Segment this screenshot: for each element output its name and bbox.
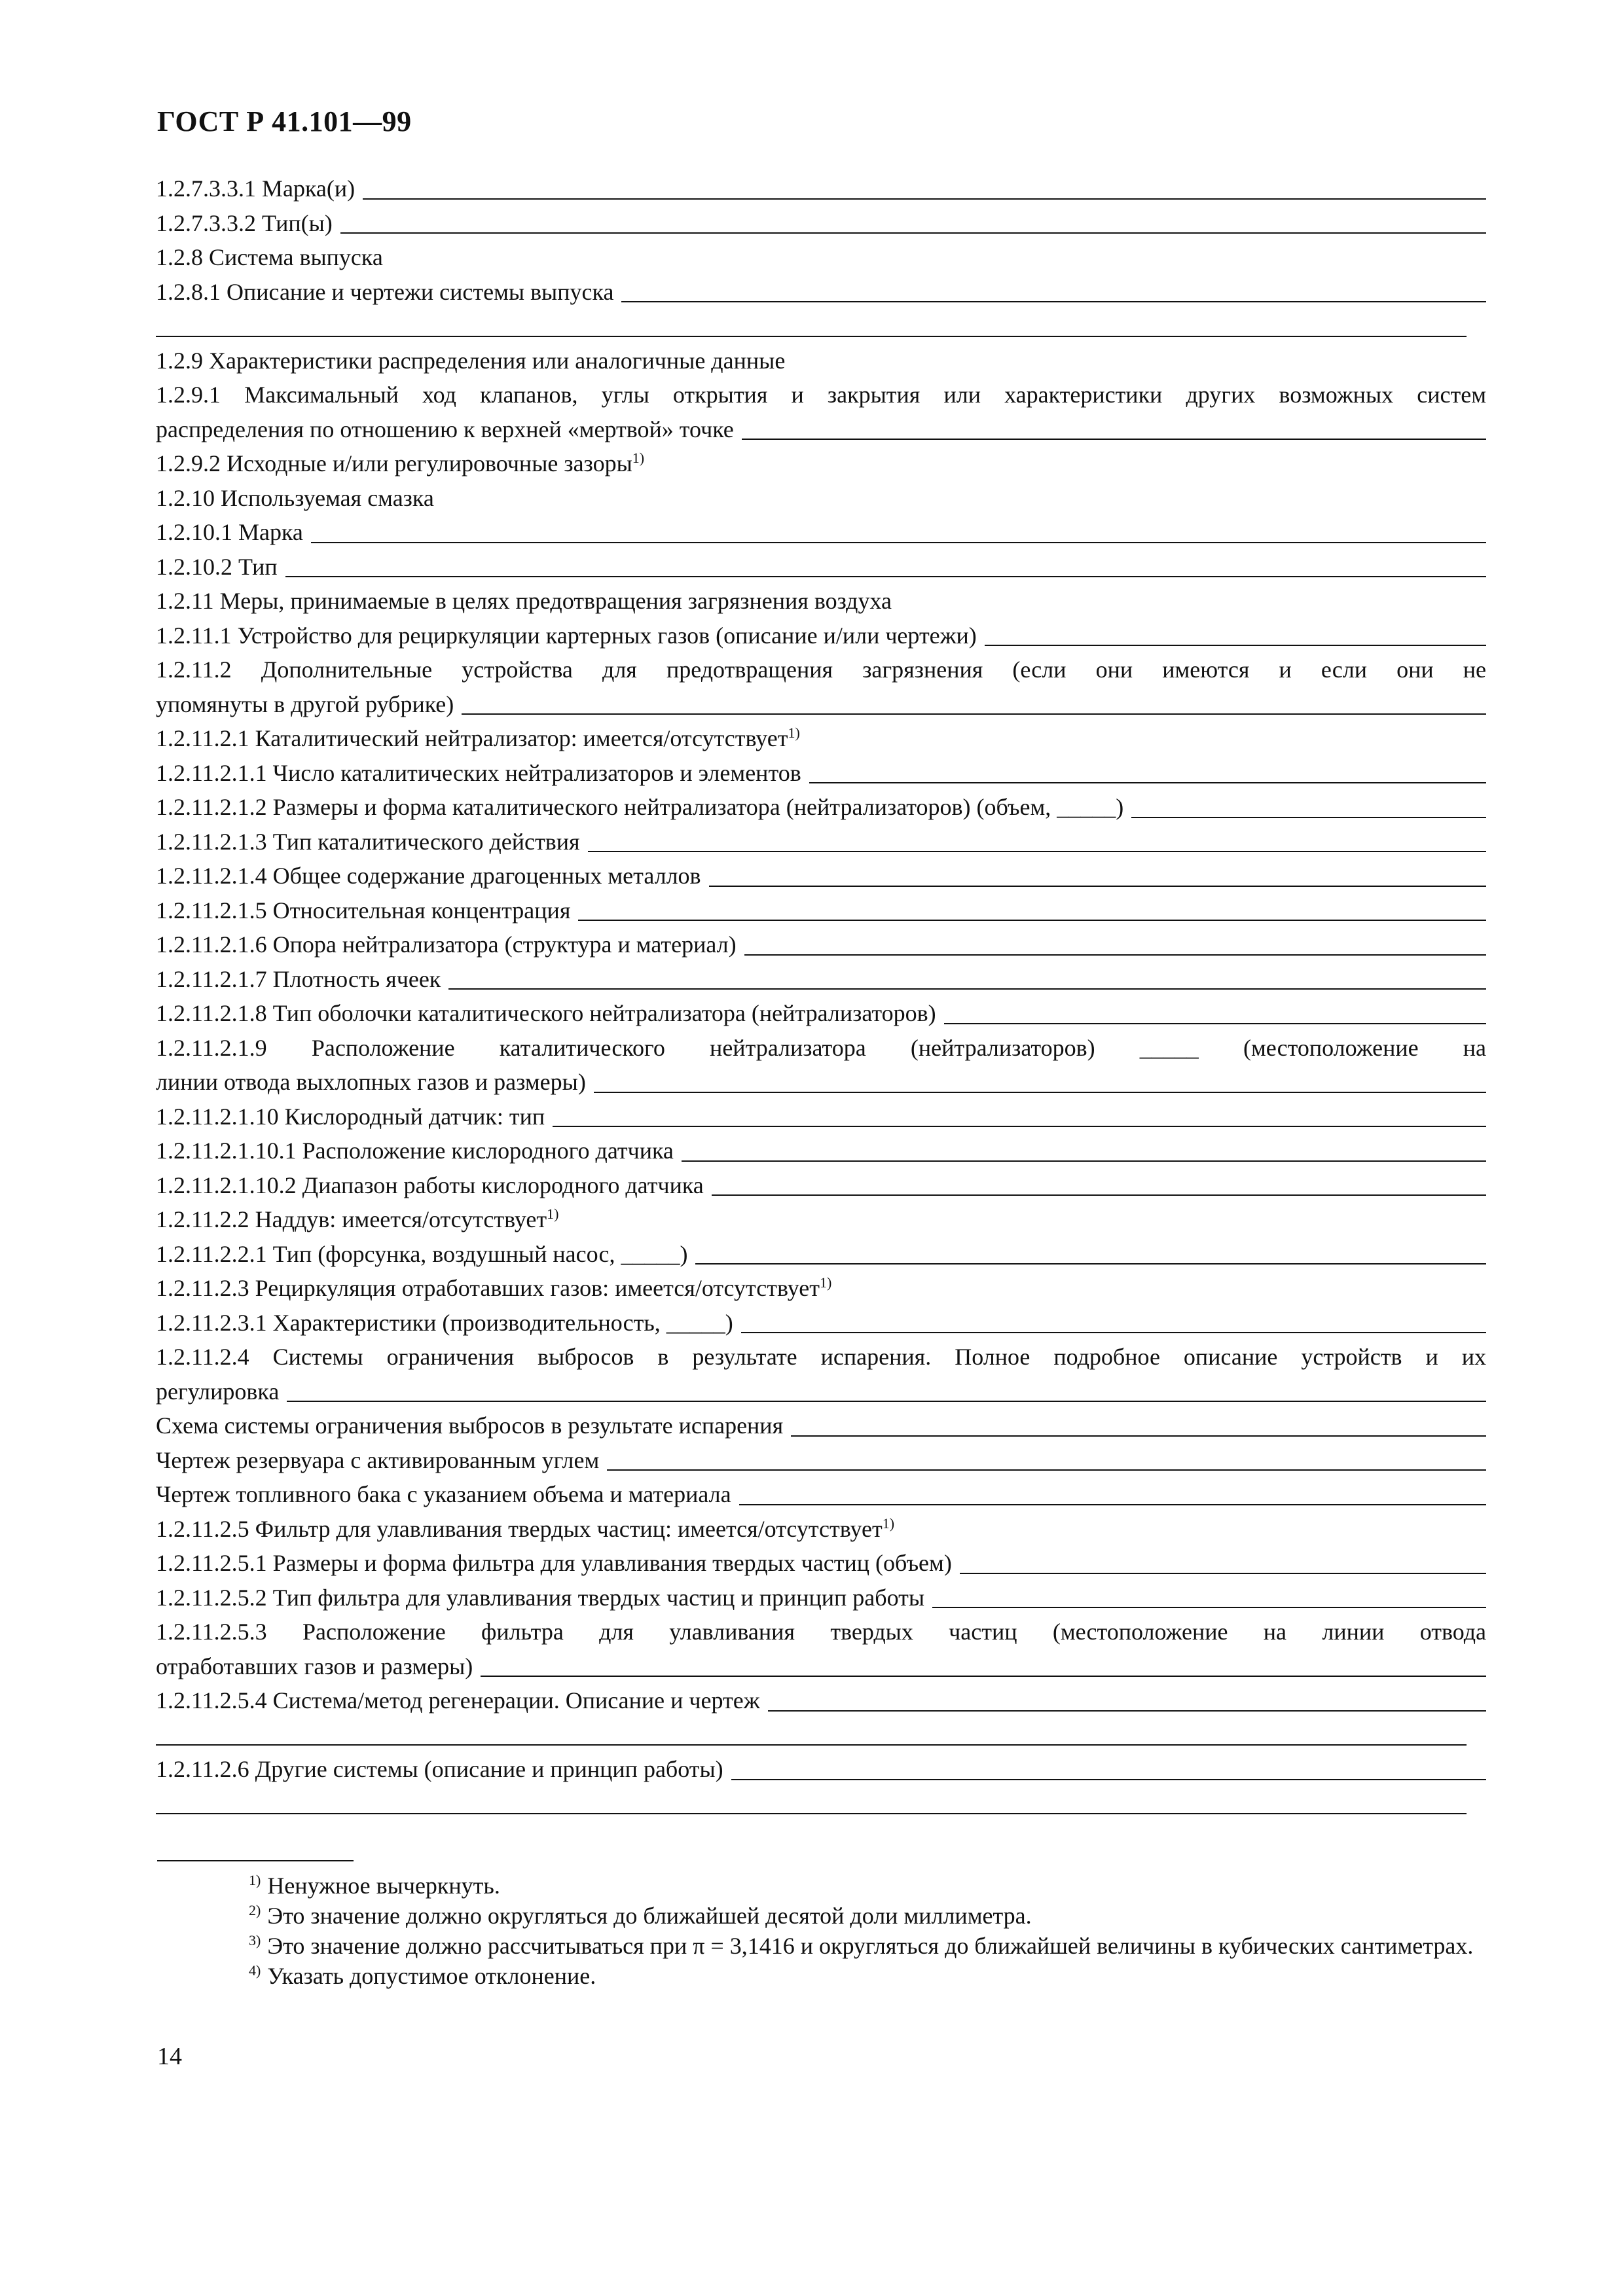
footnote-mark: 4) [249,1962,261,1979]
form-line-label: 1.2.11.2.2 Наддув: имеется/отсутствует [156,1206,547,1232]
form-line [156,1443,1486,1478]
fill-in-field[interactable] [932,1587,1486,1608]
footnote-text: Ненужное вычеркнуть. [267,1873,500,1899]
footnote-text: Указать допустимое отклонение. [267,1963,596,1989]
form-line-label: 1.2.11.2.1.3 Тип каталитического действия [156,828,580,855]
fill-in-field[interactable] [621,281,1486,302]
fill-in-field[interactable] [809,762,1486,783]
form-line-label: 1.2.11.2.1.1 Число каталитических нейтрализаторов и элементов [156,759,801,786]
form-line-label: 1.2.11 Меры, принимаемые в целях предотвращения загрязнения воздуха [156,588,892,614]
form-line [156,1512,1486,1547]
form-line [156,687,1486,722]
fill-in-field[interactable] [363,179,1486,200]
form-line-label: 1.2.11.2.1 Каталитический нейтрализатор: имеется/отсутствует [156,725,788,751]
form-line [156,1581,1486,1615]
footnotes [157,1871,1487,1991]
form-line-label: 1.2.10.2 Тип [156,553,278,580]
form-line-label: 1.2.7.3.3.2 Тип(ы) [156,209,333,236]
fill-in-field[interactable] [340,213,1486,234]
footnote-text: Это значение должно округляться до ближайшей десятой доли миллиметра. [267,1903,1032,1929]
footnote [157,1871,1487,1901]
fill-in-field[interactable] [311,522,1486,543]
form-line-label: 1.2.11.2.5.1 Размеры и форма фильтра для улавливания твердых частиц (объем) [156,1550,952,1576]
form-line-label: 1.2.8 Система выпуска [156,244,383,270]
form-line [156,619,1486,653]
form-line [156,1752,1486,1787]
form-line [156,1683,1486,1718]
form-line [156,344,1486,378]
fill-in-field[interactable] [741,1312,1486,1333]
form-line-label: 1.2.8.1 Описание и чертежи системы выпуска [156,278,614,305]
blank-fill-line [156,1787,1467,1821]
form-line [156,927,1486,962]
form-line-label: отработавших газов и размеры) [156,1653,473,1679]
footnote-text: Это значение должно рассчитываться при π = 3,1416 и округляться до ближайшей величины в кубических сантиметрах. [267,1933,1474,1959]
fill-in-field[interactable] [695,1244,1486,1265]
form-line [156,1477,1486,1512]
fill-in-field[interactable] [791,1416,1486,1437]
form-line-label: 1.2.11.2.3 Рециркуляция отработавших газов: имеется/отсутствует [156,1275,820,1301]
form-line [156,1237,1486,1272]
form-line [156,653,1486,687]
fill-in-field[interactable] [744,935,1486,956]
footnote-ref: 1) [882,1515,895,1532]
form-line-label: 1.2.10 Используемая смазка [156,484,434,511]
fill-in-field[interactable] [768,1691,1486,1712]
form-line [156,1306,1486,1340]
form-line-label: 1.2.11.2.5.2 Тип фильтра для улавливания твердых частиц и принцип работы [156,1584,925,1611]
form-content [156,171,1486,1821]
fill-in-field[interactable] [594,1072,1486,1093]
form-line-label: 1.2.11.2.2.1 Тип (форсунка, воздушный насос, _____) [156,1240,688,1267]
form-line-label: 1.2.11.2.5.3 Расположение фильтра для улавливания твердых частиц (местоположение на линии отвода [156,1619,1486,1645]
fill-in-field[interactable] [285,556,1486,577]
form-line-label: упомянуты в другой рубрике) [156,691,454,717]
form-line [156,1134,1486,1168]
form-line-label: 1.2.11.2.1.6 Опора нейтрализатора (структура и материал) [156,931,737,958]
fill-in-field[interactable] [731,1759,1486,1780]
form-line [156,240,1486,275]
fill-in-field[interactable] [1131,797,1486,818]
form-line-label: 1.2.11.2 Дополнительные устройства для предотвращения загрязнения (если они имеются и если они не [156,656,1486,683]
form-line-label: распределения по отношению к верхней «мертвой» точке [156,416,734,442]
form-line [156,756,1486,791]
form-line [156,1546,1486,1581]
form-line [156,275,1486,310]
form-line-label: 1.2.9.1 Максимальный ход клапанов, углы открытия и закрытия или характеристики других возможных систем [156,382,1486,408]
fill-in-field[interactable] [742,419,1486,440]
fill-in-field[interactable] [985,625,1486,646]
form-line [156,412,1486,447]
form-line [156,446,1486,481]
form-line [156,1408,1486,1443]
fill-in-field[interactable] [462,694,1486,715]
form-line-label: 1.2.11.2.6 Другие системы (описание и принцип работы) [156,1756,723,1782]
form-line [156,550,1486,584]
fill-in-field[interactable] [739,1484,1486,1505]
footnote [157,1931,1487,1961]
form-line [156,1340,1486,1374]
form-line-label: 1.2.7.3.3.1 Марка(и) [156,175,356,202]
form-line [156,825,1486,859]
form-line-label: 1.2.11.2.5 Фильтр для улавливания твердых частиц: имеется/отсутствует [156,1515,883,1542]
form-line-label: 1.2.9.2 Исходные и/или регулировочные зазоры [156,450,632,476]
form-line [156,1374,1486,1409]
form-line-label: 1.2.11.2.4 Системы ограничения выбросов в результате испарения. Полное подробное описание устройств и их [156,1344,1486,1370]
footnote-divider [157,1860,354,1861]
form-line-label: 1.2.11.2.1.5 Относительная концентрация [156,897,571,924]
footnote-ref: 1) [632,450,645,466]
form-line [156,1271,1486,1306]
footnote-ref: 1) [819,1274,832,1291]
blank-fill-line [156,1718,1467,1753]
fill-in-field[interactable] [481,1656,1486,1677]
form-line [156,1649,1486,1684]
form-line [156,1065,1486,1100]
fill-in-field[interactable] [578,900,1486,921]
footnote-mark: 2) [249,1902,261,1918]
form-line-label: 1.2.11.2.3.1 Характеристики (производительность, _____) [156,1309,733,1336]
form-line-label: 1.2.11.1 Устройство для рециркуляции картерных газов (описание и/или чертежи) [156,622,977,649]
footnote [157,1961,1487,1991]
footnote-ref: 1) [547,1206,559,1222]
form-line [156,790,1486,825]
form-line-label: Чертеж резервуара с активированным углем [156,1446,600,1473]
form-line-label: 1.2.11.2.1.4 Общее содержание драгоценных металлов [156,863,701,889]
form-line [156,206,1486,241]
form-line [156,171,1486,206]
fill-in-field[interactable] [709,866,1486,887]
footnote [157,1901,1487,1931]
form-line-label: Схема системы ограничения выбросов в результате испарения [156,1412,784,1439]
form-line-label: регулировка [156,1378,280,1405]
footnote-ref: 1) [788,725,800,741]
form-line-label: 1.2.11.2.1.10.2 Диапазон работы кислородного датчика [156,1172,704,1198]
form-line-label: 1.2.11.2.1.8 Тип оболочки каталитического нейтрализатора (нейтрализаторов) [156,1000,936,1026]
form-line [156,893,1486,928]
form-line [156,859,1486,893]
fill-in-field[interactable] [712,1175,1486,1196]
form-line-label: 1.2.10.1 Марка [156,519,303,545]
form-line-label: 1.2.11.2.1.9 Расположение каталитического нейтрализатора (нейтрализаторов) _____ (местоположение на [156,1034,1486,1061]
form-line-label: 1.2.9 Характеристики распределения или аналогичные данные [156,347,786,374]
form-line [156,481,1486,516]
fill-in-field[interactable] [156,1725,1467,1746]
fill-in-field[interactable] [553,1106,1486,1127]
form-line [156,584,1486,619]
page-header: ГОСТ Р 41.101—99 [157,105,412,137]
blank-fill-line [156,309,1467,344]
form-line [156,721,1486,756]
page-number: 14 [157,2043,182,2070]
form-line-label: 1.2.11.2.1.2 Размеры и форма каталитического нейтрализатора (нейтрализаторов) (объем, _____) [156,794,1124,820]
form-line [156,996,1486,1031]
fill-in-field[interactable] [448,969,1486,990]
form-line [156,1100,1486,1134]
fill-in-field[interactable] [960,1553,1486,1574]
fill-in-field[interactable] [287,1381,1486,1402]
form-line-label: линии отвода выхлопных газов и размеры) [156,1069,586,1095]
form-line [156,1202,1486,1237]
form-line [156,1031,1486,1066]
fill-in-field[interactable] [156,1793,1467,1814]
form-line [156,962,1486,997]
form-line-label: 1.2.11.2.1.7 Плотность ячеек [156,965,441,992]
fill-in-field[interactable] [588,831,1486,852]
form-line [156,378,1486,412]
form-line [156,1615,1486,1649]
footnote-mark: 3) [249,1932,261,1948]
form-line [156,515,1486,550]
fill-in-field[interactable] [944,1003,1486,1024]
fill-in-field[interactable] [682,1141,1486,1162]
footnote-mark: 1) [249,1872,261,1888]
form-line-label: Чертеж топливного бака с указанием объема и материала [156,1481,731,1507]
form-line-label: 1.2.11.2.5.4 Система/метод регенерации. Описание и чертеж [156,1687,760,1713]
fill-in-field[interactable] [156,316,1467,337]
form-line [156,1168,1486,1203]
fill-in-field[interactable] [607,1450,1486,1471]
form-line-label: 1.2.11.2.1.10.1 Расположение кислородного датчика [156,1138,674,1164]
form-line-label: 1.2.11.2.1.10 Кислородный датчик: тип [156,1103,545,1130]
